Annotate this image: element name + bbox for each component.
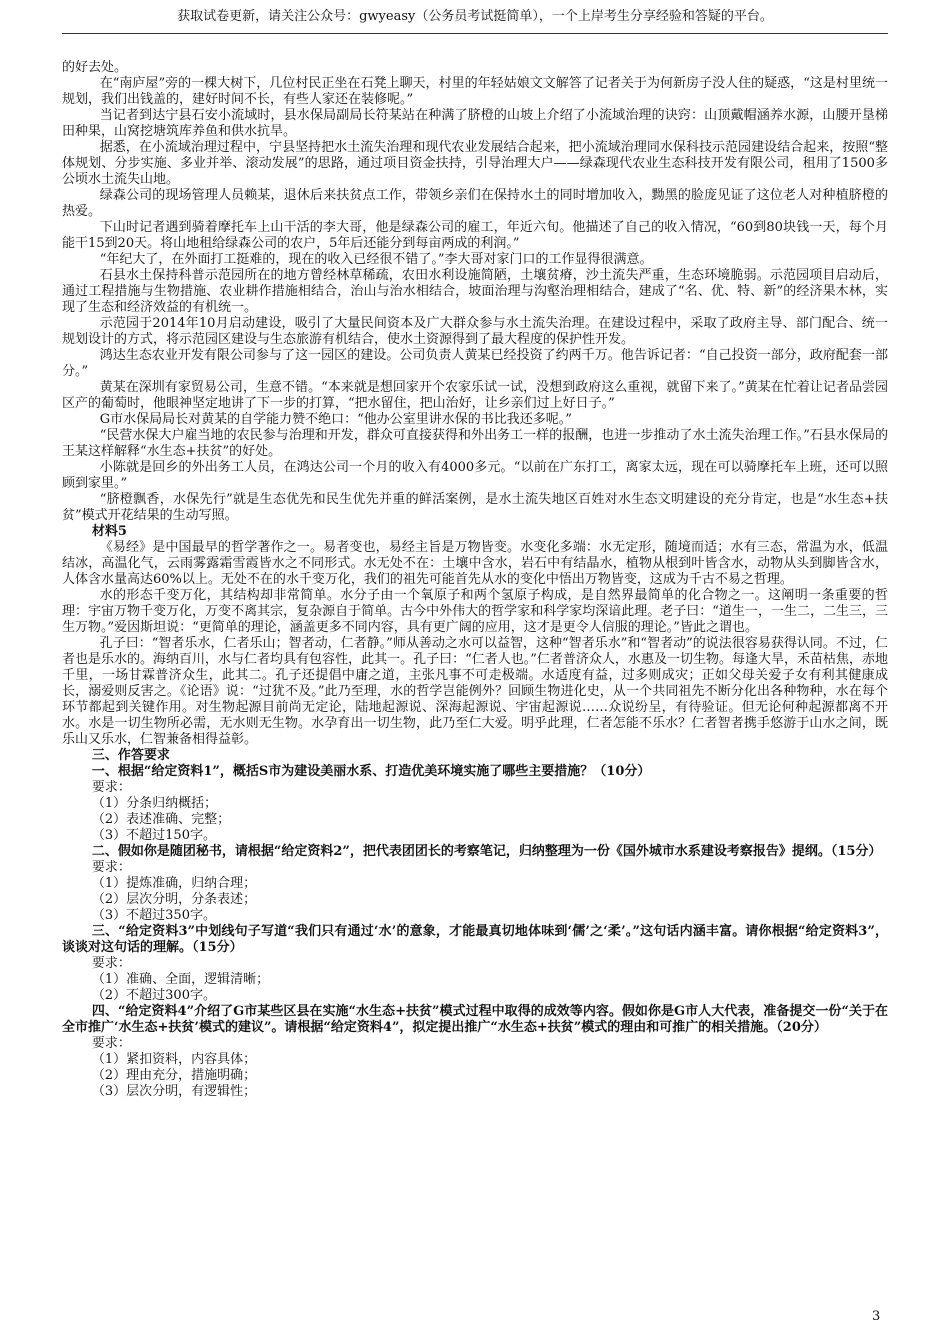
requirement-item: （2）表述准确、完整； (91, 812, 231, 827)
material4-paragraph: 示范园于2014年10月启动建设，吸引了大量民间资本及广大群众参与水土流失治理。在建设过程中，采取了政府主导、部门配合、统一规划设计的方式，将示范园区建设与生态旅游有机结合，使水土资源得到了最大程度的保护性开发。 (62, 316, 888, 347)
material4-paragraph: 据悉，在小流域治理过程中，宁县坚持把水土流失治理和现代农业发展结合起来，把小流域治理同水保科技示范园建设结合起来，按照“整体规划、分步实施、多业并举、滚动发展”的思路，通过项目资金扶持，引导治理大户——绿森现代农业生态科技开发有限公司，租用了1500多公顷水土流失山地。 (62, 140, 888, 187)
material4-paragraph: “民营水保大户雇当地的农民参与治理和开发，群众可直接获得和外出务工一样的报酬，也进一步推动了水土流失治理工作。”石县水保局的王某这样解释“水生态+扶贫”的好处。 (62, 428, 888, 459)
material4-paragraph: “脐橙飘香，水保先行”就是生态优先和民生优先并重的鲜活案例，是水土流失地区百姓对水生态文明建设的充分肯定，也是“水生态+扶贫”模式开花结果的生动写照。 (62, 492, 888, 523)
document-body (62, 60, 888, 1100)
material5-paragraph: 《易经》是中国最早的哲学著作之一。易者变也，易经主旨是万物皆变。水变化多端：水无定形，随境而适；水有三态，常温为水，低温结冰，高温化气，云雨雾露霜雪霞皆水之不同形式。水无处不在：土壤中含水，岩石中有结晶水，植物从根到叶皆含水，动物从头到脚皆含水，人体含水量高达60%以上。无处不在的水千变万化，我们的祖先可能首先从水的变化中悟出万物皆变，这成为千古不易之哲理。 (62, 540, 888, 587)
material4-paragraph: 的好去处。 (62, 60, 128, 75)
requirement-label: 要求： (91, 860, 131, 875)
requirement-item: （1）提炼准确，归纳合理； (91, 876, 257, 891)
material5-title: 材料5 (91, 524, 127, 539)
header-divider (62, 33, 888, 34)
material4-paragraph: 石县水土保持科普示范园所在的地方曾经林草稀疏，农田水利设施简陋，土壤贫瘠，沙土流失严重，生态环境脆弱。示范园项目启动后，通过工程措施与生物措施、农业耕作措施相结合，治山与治水相结合，坡面治理与沟壑治理相结合，建成了“名、优、特、新”的经济果木林，实现了生态和经济效益的有机统一。 (62, 268, 888, 315)
section-title: 三、作答要求 (91, 748, 170, 763)
material4-paragraph: 黄某在深圳有家贸易公司，生意不错。“本来就是想回家开个农家乐试一试，没想到政府这么重视，就留下来了。”黄某在忙着让记者品尝园区产的葡萄时，他眼神坚定地讲了下一步的打算，“把水留住，把山治好，让乡亲们过上好日子。” (62, 380, 888, 411)
requirement-item: （1）准确、全面，逻辑清晰； (91, 972, 270, 987)
requirement-item: （1）紧扣资料，内容具体； (91, 1052, 257, 1067)
requirement-item: （3）不超过350字。 (91, 908, 216, 923)
page-header-notice: 获取试卷更新，请关注公众号：gwyeasy（公务员考试挺简单），一个上岸考生分享经验和答疑的平台。 (177, 9, 773, 24)
material4-paragraph: 小陈就是回乡的外出务工人员，在鸿达公司一个月的收入有4000多元。“以前在广东打工，离家太远，现在可以骑摩托车上班，还可以照顾到家里。” (62, 460, 888, 491)
requirement-label: 要求： (91, 956, 131, 971)
requirement-label: 要求： (91, 780, 131, 795)
question-prompt: 二、假如你是随团秘书，请根据“给定资料2”，把代表团团长的考察笔记，归纳整理为一份《国外城市水系建设考察报告》提纲。（15分） (91, 844, 882, 859)
requirement-item: （3）层次分明，有逻辑性； (91, 1084, 257, 1099)
question-prompt: 一、根据“给定资料1”，概括S市为建设美丽水系、打造优美环境实施了哪些主要措施？（10分） (91, 764, 651, 779)
requirement-item: （2）不超过300字。 (91, 988, 216, 1003)
material4-paragraph: 当记者到达宁县石安小流域时，县水保局副局长符某站在种满了脐橙的山坡上介绍了小流域治理的诀窍：山顶戴帽涵养水源，山腰开垦梯田种果，山窝挖塘筑库养鱼和供水抗旱。 (62, 108, 888, 139)
material4-paragraph: “年纪大了，在外面打工挺难的，现在的收入已经很不错了。”李大哥对家门口的工作显得很满意。 (99, 252, 653, 267)
requirement-item: （2）层次分明，分条表述； (91, 892, 257, 907)
requirement-item: （3）不超过150字。 (91, 828, 216, 843)
material4-paragraph: 在“南庐屋”旁的一棵大树下，几位村民正坐在石凳上聊天，村里的年轻姑娘文文解答了记者关于为何新房子没人住的疑惑，“这是村里统一规划，我们出钱盖的，建好时间不长，有些人家还在装修呢。” (62, 76, 888, 107)
material5-paragraph: 水的形态千变万化，其结构却非常简单。水分子由一个氧原子和两个氢原子构成，是自然界最简单的化合物之一。这阐明一条重要的哲理：宇宙万物千变万化，万变不离其宗，复杂源自于简单。古今中外伟大的哲学家和科学家均深谙此理。老子曰：“道生一，一生二，二生三，三生万物。”爱因斯坦说：“更简单的理论，涵盖更多不同内容，具有更广阔的应用，这才是更令人信服的理论。”皆此之谓也。 (62, 588, 888, 635)
page-number: 3 (872, 1309, 881, 1324)
requirement-label: 要求： (91, 1036, 131, 1051)
material4-paragraph: 鸿达生态农业开发有限公司参与了这一园区的建设。公司负责人黄某已经投资了约两千万。他告诉记者：“自己投资一部分，政府配套一部分。” (62, 348, 888, 379)
question-prompt: 四、“给定资料4”介绍了G市某些区县在实施“水生态+扶贫”模式过程中取得的成效等内容。假如你是G市人大代表，准备提交一份“关于在全市推广‘水生态+扶贫’模式的建议”。请根据“给定资料4”，拟定提出推广“水生态+扶贫”模式的理由和可推广的相关措施。（20分） (62, 1004, 888, 1035)
material4-paragraph: 下山时记者遇到骑着摩托车上山干活的李大哥，他是绿森公司的雇工，年近六旬。他描述了自己的收入情况，“60到80块钱一天，每个月能干15到20天。将山地租给绿森公司的农户，5年后还能分到每亩两成的利润。” (62, 220, 888, 251)
material5-paragraph: 孔子曰：“智者乐水，仁者乐山；智者动，仁者静。”师从善动之水可以益智，这种“智者乐水”和“智者动”的说法很容易获得认同。不过，仁者也是乐水的。海纳百川，水与仁者均具有包容性，此其一。孔子曰：“仁者人也。”仁者普济众人，水惠及一切生物。每逢大旱，禾苗枯焦，赤地千里，一场甘霖普济众生，此其二。孔子还提倡中庸之道，主张凡事不可走极端。水适度有益，过多则成灾；正如父母关爱子女有利其健康成长，溺爱则反害之。《论语》说：“过犹不及。”此乃至理，水的哲学岂能例外？回顾生物进化史，从一个共同祖先不断分化出各种物种，水在每个环节都起到关键作用。对生物起源目前尚无定论，陆地起源说、深海起源说、宇宙起源说……众说纷呈，有待验证。但无论何种起源都离不开水。水是一切生物所必需，无水则无生物。水孕育出一切生物，此乃至仁大爱。明乎此理，仁者怎能不乐水？仁者智者携手悠游于山水之间，既乐山又乐水，仁智兼备相得益彰。 (62, 636, 888, 747)
requirement-item: （1）分条归纳概括； (91, 796, 218, 811)
question-prompt: 三、“给定资料3”中划线句子写道“我们只有通过‘水’的意象，才能最真切地体味到‘儒’之‘柔’。”这句话内涵丰富。请你根据“给定资料3”，谈谈对这句话的理解。（15分） (62, 924, 888, 955)
requirement-item: （2）理由充分，措施明确； (91, 1068, 257, 1083)
material4-paragraph: G市水保局局长对黄某的自学能力赞不绝口：“他办公室里讲水保的书比我还多呢。” (99, 412, 572, 427)
material4-paragraph: 绿森公司的现场管理人员赖某，退休后来扶贫点工作，带领乡亲们在保持水土的同时增加收入，黝黑的脸庞见证了这位老人对种植脐橙的热爱。 (62, 188, 888, 219)
